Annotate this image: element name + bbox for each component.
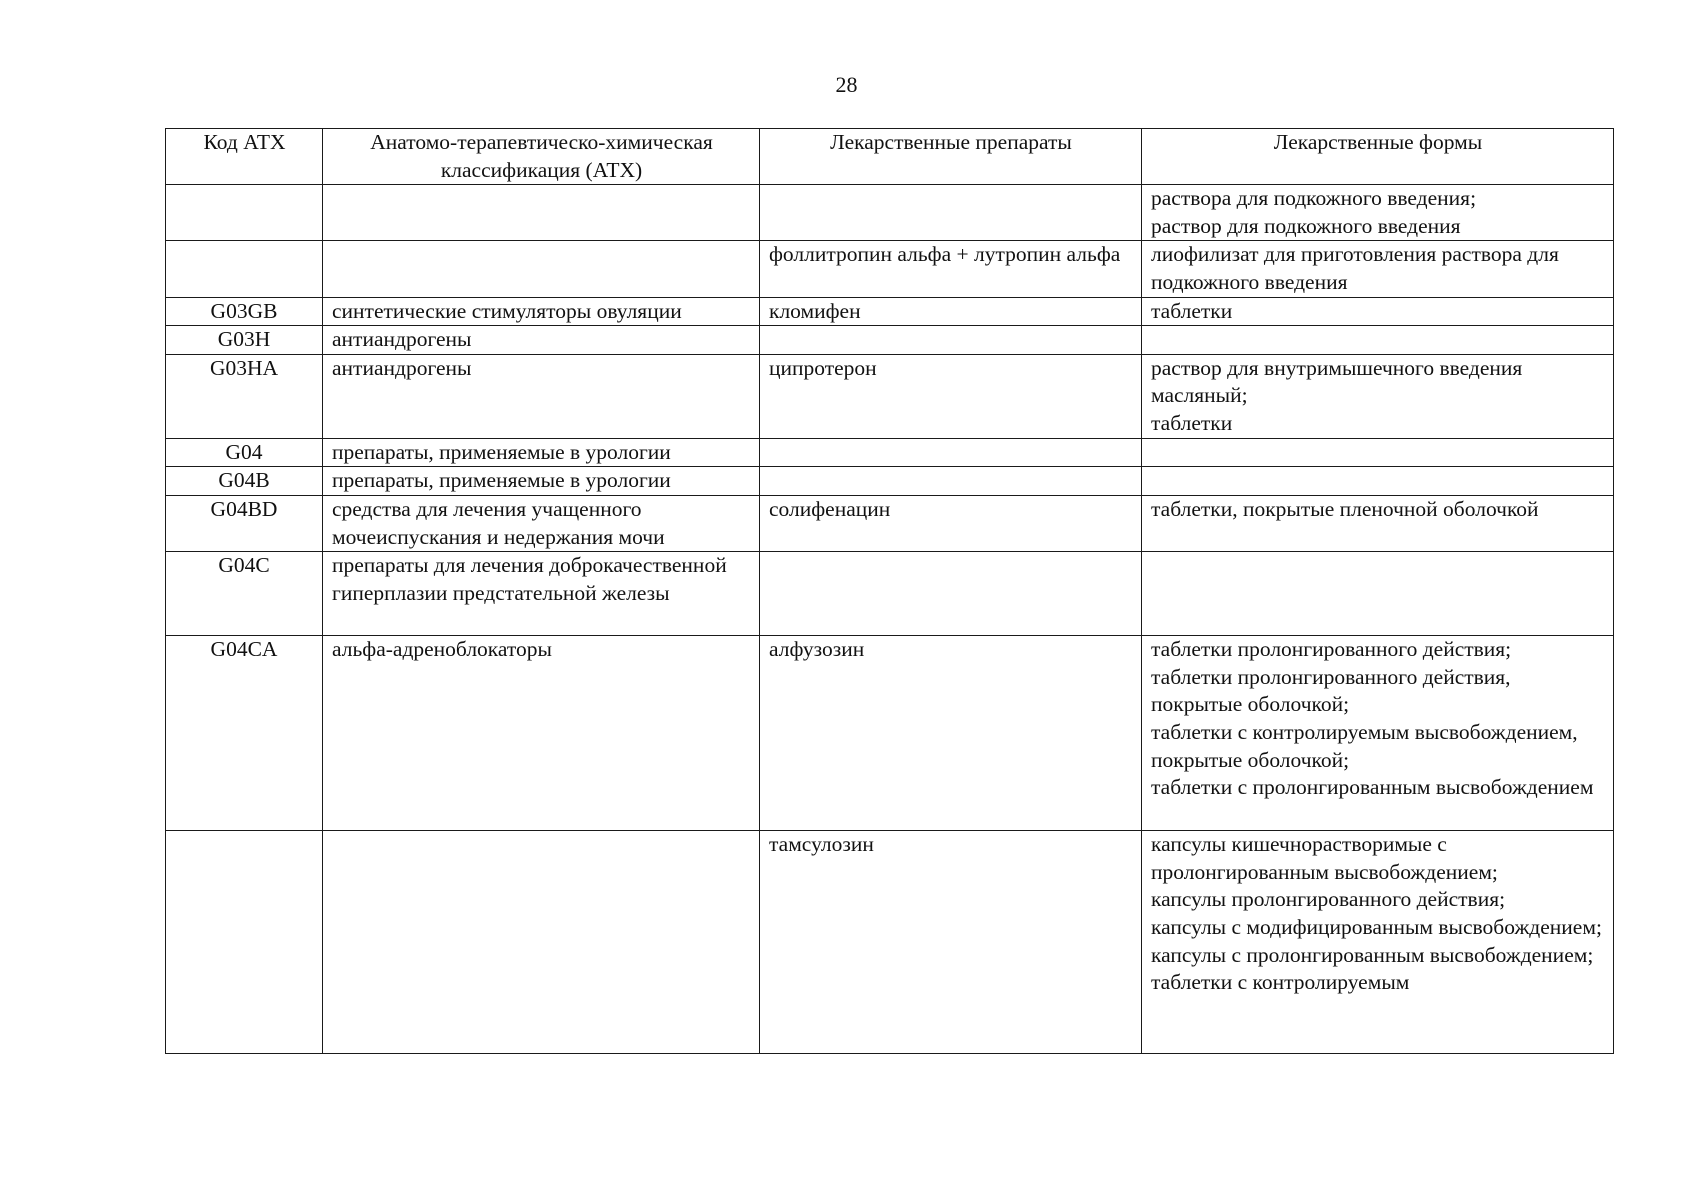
cell-code: G03H — [166, 326, 323, 355]
cell-code: G04BD — [166, 495, 323, 551]
table-row — [166, 552, 1614, 636]
atc-classification-table — [165, 128, 1614, 1054]
cell-classification: препараты, применяемые в урологии — [323, 438, 760, 467]
cell-forms: капсулы кишечнорастворимые с пролонгированным высвобождением; капсулы пролонгированного действия; капсулы с модифицированным высвобождением; капсулы с пролонгированным высвобождением; таблетки с контролируемым — [1142, 831, 1614, 1054]
table-row — [166, 326, 1614, 355]
header-atc-code: Код АТХ — [166, 129, 323, 185]
cell-forms — [1142, 438, 1614, 467]
cell-code: G04C — [166, 552, 323, 636]
page-number: 28 — [835, 72, 858, 97]
cell-drug — [760, 326, 1142, 355]
cell-classification: альфа-адреноблокаторы — [323, 636, 760, 831]
cell-drug: фоллитропин альфа + лутропин альфа — [760, 241, 1142, 297]
cell-classification — [323, 241, 760, 297]
table-row — [166, 185, 1614, 241]
cell-forms: раствора для подкожного введения; раствор для подкожного введения — [1142, 185, 1614, 241]
cell-code: G04 — [166, 438, 323, 467]
cell-forms: таблетки, покрытые пленочной оболочкой — [1142, 495, 1614, 551]
table-row — [166, 636, 1614, 831]
cell-drug — [760, 467, 1142, 496]
header-dosage-forms: Лекарственные формы — [1142, 129, 1614, 185]
cell-drug: тамсулозин — [760, 831, 1142, 1054]
cell-classification — [323, 831, 760, 1054]
cell-classification: синтетические стимуляторы овуляции — [323, 297, 760, 326]
table-row — [166, 831, 1614, 1054]
cell-code — [166, 241, 323, 297]
cell-drug: кломифен — [760, 297, 1142, 326]
table-header-row — [166, 129, 1614, 185]
header-drugs: Лекарственные препараты — [760, 129, 1142, 185]
table-row — [166, 467, 1614, 496]
cell-drug — [760, 438, 1142, 467]
table-row — [166, 297, 1614, 326]
cell-code — [166, 831, 323, 1054]
cell-forms: таблетки — [1142, 297, 1614, 326]
cell-code: G04CA — [166, 636, 323, 831]
cell-code: G03GB — [166, 297, 323, 326]
cell-forms: лиофилизат для приготовления раствора для подкожного введения — [1142, 241, 1614, 297]
cell-forms — [1142, 552, 1614, 636]
cell-forms: таблетки пролонгированного действия; таблетки пролонгированного действия, покрытые оболочкой; таблетки с контролируемым высвобождением, покрытые оболочкой; таблетки с пролонгированным высвобождением — [1142, 636, 1614, 831]
cell-forms — [1142, 326, 1614, 355]
cell-drug: солифенацин — [760, 495, 1142, 551]
table-row — [166, 354, 1614, 438]
cell-code: G04B — [166, 467, 323, 496]
cell-drug: алфузозин — [760, 636, 1142, 831]
cell-classification: препараты для лечения доброкачественной гиперплазии предстательной железы — [323, 552, 760, 636]
table-row — [166, 495, 1614, 551]
header-atc-classification: Анатомо-терапевтическо-химическая классификация (АТХ) — [323, 129, 760, 185]
cell-forms — [1142, 467, 1614, 496]
table-row — [166, 438, 1614, 467]
cell-classification: антиандрогены — [323, 326, 760, 355]
cell-classification — [323, 185, 760, 241]
table-row — [166, 241, 1614, 297]
cell-code: G03HA — [166, 354, 323, 438]
cell-drug — [760, 185, 1142, 241]
cell-classification: препараты, применяемые в урологии — [323, 467, 760, 496]
cell-classification: антиандрогены — [323, 354, 760, 438]
cell-code — [166, 185, 323, 241]
cell-forms: раствор для внутримышечного введения масляный; таблетки — [1142, 354, 1614, 438]
cell-drug — [760, 552, 1142, 636]
cell-drug: ципротерон — [760, 354, 1142, 438]
cell-classification: средства для лечения учащенного мочеиспускания и недержания мочи — [323, 495, 760, 551]
